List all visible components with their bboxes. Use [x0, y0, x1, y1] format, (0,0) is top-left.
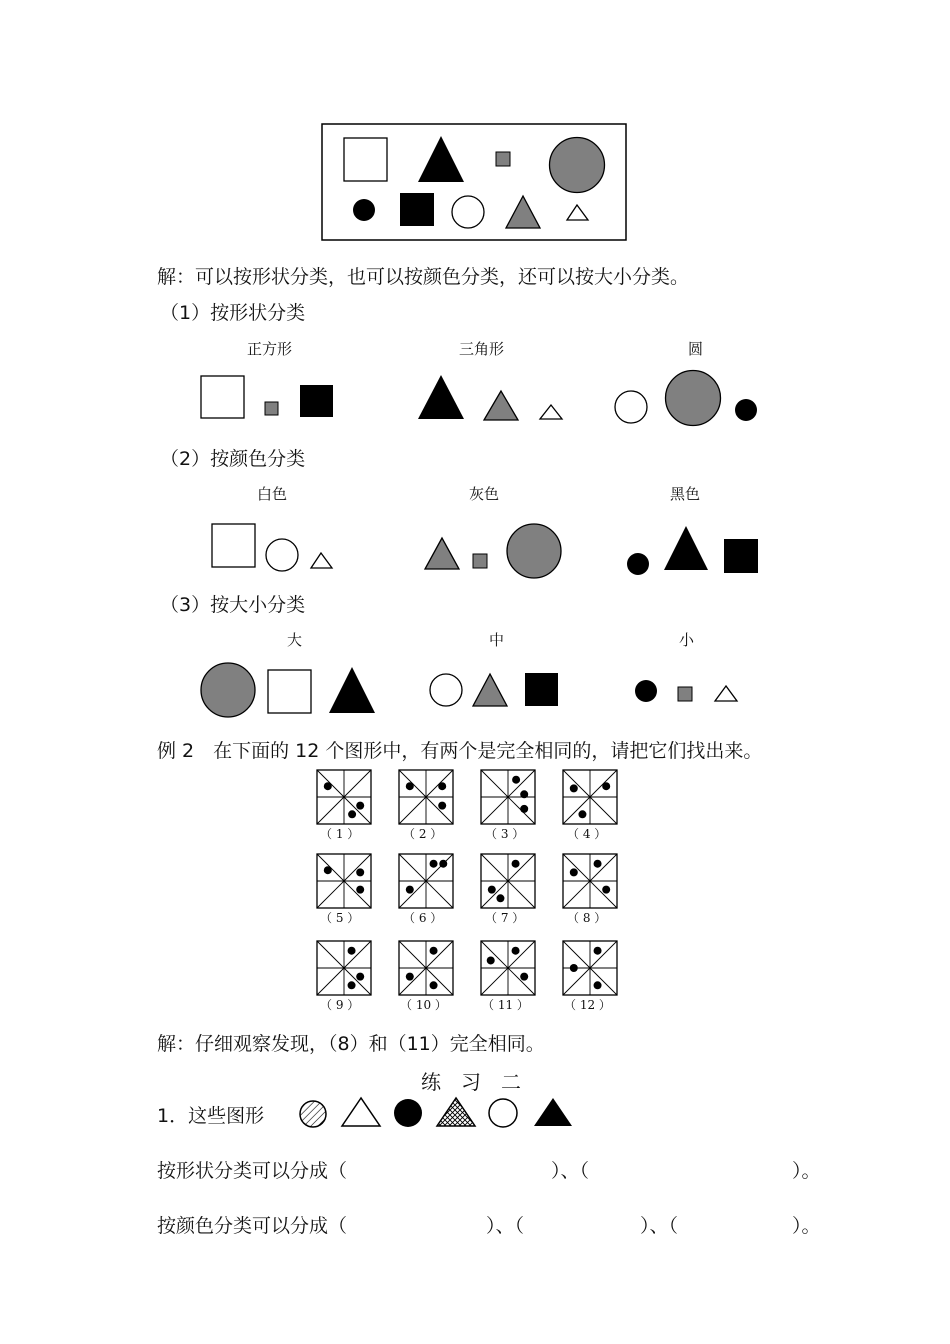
grid-figure-10: [399, 941, 453, 995]
grid-dot: [487, 956, 495, 964]
group-label-triangle: 三角形: [459, 340, 505, 358]
grid-dot: [439, 860, 447, 868]
grid-dot: [356, 973, 364, 981]
example2-answer: 解：仔细观察发现，（8）和（11）完全相同。: [157, 1033, 545, 1055]
color-classify-prefix: 按颜色分类可以分成（: [157, 1215, 348, 1237]
shape-classify-end: ）。: [792, 1160, 821, 1182]
grid-dot: [570, 784, 578, 792]
grid-dot: [594, 947, 602, 955]
group-label-circle: 圆: [688, 340, 704, 358]
grid-label-10: （ 10 ）: [400, 998, 447, 1012]
grid-dot: [594, 981, 602, 989]
grid-figure-11: [481, 941, 535, 995]
grid-dot: [348, 981, 356, 989]
grid-dot: [430, 947, 438, 955]
group-label-black: 黑色: [670, 485, 701, 503]
color-classify-end: ）。: [792, 1215, 821, 1237]
size-heading: （3）按大小分类: [160, 594, 306, 616]
grid-figure-7: [481, 854, 535, 908]
white-triangle-q1: [342, 1098, 380, 1126]
grid-figure-4: [563, 770, 617, 824]
group-label-gray: 灰色: [469, 485, 500, 503]
grid-figure-3: [481, 770, 535, 824]
solution-intro: 解：可以按形状分类，也可以按颜色分类，还可以按大小分类。: [157, 266, 690, 288]
grid-dot: [406, 782, 414, 790]
grid-dot: [570, 964, 578, 972]
grid-dot: [512, 776, 520, 784]
grid-label-9: （ 9 ）: [320, 998, 360, 1012]
color-heading: （2）按颜色分类: [160, 448, 306, 470]
grid-dot: [356, 868, 364, 876]
grid-dot: [324, 782, 332, 790]
grid-figure-1: [317, 770, 371, 824]
grid-label-11: （ 11 ）: [482, 998, 529, 1012]
grid-figure-8: [563, 854, 617, 908]
grid-figure-12: [563, 941, 617, 995]
grid-figure-2: [399, 770, 453, 824]
grid-dot: [430, 860, 438, 868]
grid-dot: [406, 973, 414, 981]
grid-label-4: （ 4 ）: [567, 827, 607, 841]
grid-dot: [348, 947, 356, 955]
grid-label-7: （ 7 ）: [485, 911, 525, 925]
grid-dot: [512, 947, 520, 955]
color-classify-sep-1: ）、（: [486, 1215, 525, 1237]
white-circle-q1: [489, 1099, 517, 1127]
group-label-small: 小: [679, 631, 695, 649]
grid-dot: [438, 802, 446, 810]
grid-dot: [324, 866, 332, 874]
grid-dot: [496, 894, 504, 902]
black-triangle-q1: [534, 1098, 572, 1126]
shape-heading: （1）按形状分类: [160, 302, 306, 324]
grid-dot: [488, 886, 496, 894]
grid-dot: [570, 868, 578, 876]
shape-classify-prefix: 按形状分类可以分成（: [157, 1160, 348, 1182]
grid-label-3: （ 3 ）: [485, 827, 525, 841]
hatched-circle: [300, 1101, 326, 1127]
grid-label-5: （ 5 ）: [320, 911, 360, 925]
grid-figure-9: [317, 941, 371, 995]
cross-hatched-triangle: [437, 1098, 475, 1126]
grid-dot: [520, 973, 528, 981]
grid-dot: [406, 886, 414, 894]
grid-label-6: （ 6 ）: [403, 911, 443, 925]
group-label-white: 白色: [257, 485, 288, 503]
group-label-large: 大: [287, 631, 303, 649]
grid-dot: [594, 860, 602, 868]
grid-dot: [602, 782, 610, 790]
question1-label: 1．这些图形: [157, 1105, 265, 1127]
black-circle-q1: [394, 1099, 422, 1127]
practice-title: 练 习 二: [421, 1070, 521, 1094]
grid-dot: [356, 802, 364, 810]
grid-dot: [512, 860, 520, 868]
grid-dot: [602, 886, 610, 894]
grid-dot: [356, 886, 364, 894]
color-classify-sep-2: ）、（: [640, 1215, 679, 1237]
grid-dot: [520, 805, 528, 813]
grid-label-1: （ 1 ）: [320, 827, 360, 841]
grid-dot: [348, 810, 356, 818]
grid-figure-5: [317, 854, 371, 908]
grid-label-12: （ 12 ）: [564, 998, 611, 1012]
group-label-square: 正方形: [247, 340, 293, 358]
grid-dot: [430, 981, 438, 989]
grid-figure-6: [399, 854, 453, 908]
grid-dot: [520, 790, 528, 798]
grid-label-2: （ 2 ）: [403, 827, 443, 841]
group-label-medium: 中: [489, 631, 505, 649]
grid-dot: [578, 810, 586, 818]
grid-label-8: （ 8 ）: [567, 911, 607, 925]
shape-classify-sep: ）、（: [551, 1160, 590, 1182]
grid-dot: [438, 782, 446, 790]
example2-prompt: 例 2 在下面的 12 个图形中，有两个是完全相同的，请把它们找出来。: [157, 740, 763, 762]
question1-shapes: [0, 1090, 950, 1140]
